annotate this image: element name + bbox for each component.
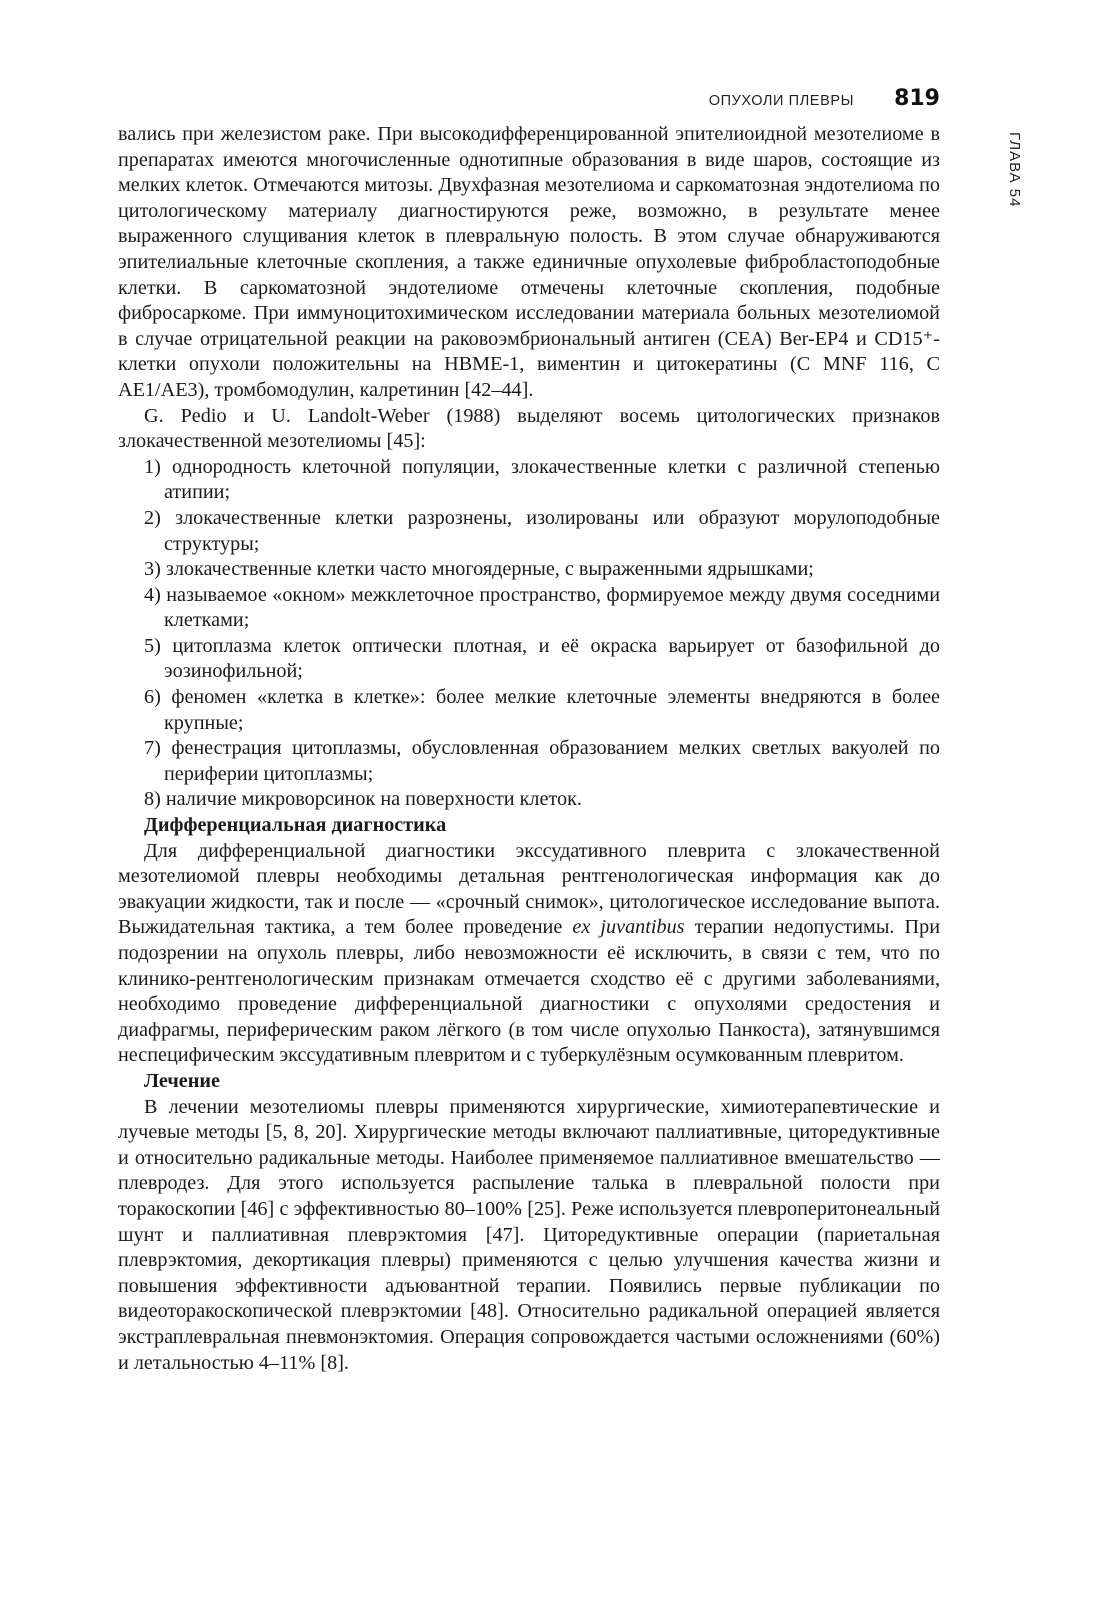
list-item: 3) злокачественные клетки часто многоядерные, с выраженными ядрышками; [144,558,814,581]
list-item: 7) фенестрация цитоплазмы, обусловленная образованием мелких светлых вакуолей по периферии цитоплазмы; [144,737,940,785]
paragraph-continuation: вались при железистом раке. При высокодифференцированной эпителиоидной мезотелиоме в препаратах имеются многочисленные однотипные образования в виде шаров, состоящие из мелких клеток. Отмечаются митозы. Двухфазная мезотелиома и саркоматозная эндотелиома по цитологическому материалу диагностируются реже, возможно, в результате менее выраженного слущивания клеток в плевральную полость. В этом случае обнаруживаются эпителиальные клеточные скопления, а также единичные опухолевые фибробластоподобные клетки. В саркоматозной эндотелиоме отмечены клеточные скопления, подобные фибросаркоме. При иммуноцитохимическом исследовании материала больных мезотелиомой в случае отрицательной реакции на раковоэмбриональный антиген (CEA) Ber-EP4 и CD15⁺-клетки опухоли положительны на HBME-1, виментин и цитокератины (C MNF 116, C AE1/AE3), тромбомодулин, калретинин [42–44]. [118,123,940,401]
criteria-list [118,455,940,813]
page-number: 819 [894,86,940,111]
page-body [118,122,940,1376]
section-heading-differential: Дифференциальная диагностика [144,814,447,837]
running-head [118,86,940,111]
latin-term: ex juvantibus [572,916,685,939]
section-heading-treatment: Лечение [144,1069,220,1092]
paragraph-differential [118,839,940,1069]
paragraph-criteria-intro: G. Pedio и U. Landolt-Weber (1988) выделяют восемь цитологических признаков злокачественной мезотелиомы [45]: [118,404,940,453]
paragraph-text: терапии недопустимы. При подозрении на опухоль плевры, либо невозможности её исключить, в связи с тем, что по клинико-рентгенологическим признакам отмечается сходство её с другими заболеваниями, необходимо проведение дифференциальной диагностики с опухолями средостения и диафрагмы, периферическим раком лёгкого (в том числе опухолью Панкоста), затянувшимся неспецифическим экссудативным плевритом и с туберкулёзным осумкованным плевритом. [118,916,940,1067]
list-item: 4) называемое «окном» межклеточное пространство, формируемое между двумя соседними клетками; [144,583,940,632]
list-item: 5) цитоплазма клеток оптически плотная, и её окраска варьирует от базофильной до эозинофильной; [144,634,940,683]
chapter-tab: ГЛАВА 54 [1006,132,1023,208]
paragraph-treatment: В лечении мезотелиомы плевры применяются хирургические, химиотерапевтические и лучевые методы [5, 8, 20]. Хирургические методы включают паллиативные, циторедуктивные и относительно радикальные методы. Наиболее применяемое паллиативное вмешательство — плевродез. Для этого используется распыление талька в плевральной полости при торакоскопии [46] с эффективностью 80–100% [25]. Реже используется плевроперитонеальный шунт и паллиативная плеврэктомия [47]. Циторедуктивные операции (париетальная плеврэктомия, декортикация плевры) применяются с целью улучшения качества жизни и повышения эффективности адъювантной терапии. Появились первые публикации по видеоторакоскопической плеврэктомии [48]. Относительно радикальной операцией является экстраплевральная пневмонэктомия. Операция сопровождается частыми осложнениями (60%) и летальностью 4–11% [8]. [118,1095,940,1374]
list-item: 8) наличие микроворсинок на поверхности клеток. [144,788,582,811]
list-item: 1) однородность клеточной популяции, злокачественные клетки с различной степенью атипии; [144,455,940,504]
paragraph-text: Для дифференциальной диагностики экссудативного плеврита с злокачественной мезотелиомой плевры необходимы детальная рентгенологическая информация как до эвакуации жидкости, так и после — «срочный снимок», цитологическое исследование выпота. Выжидательная тактика, а тем более проведение [118,839,940,939]
list-item: 6) феномен «клетка в клетке»: более мелкие клеточные элементы внедряются в более крупные; [144,686,940,734]
section-title: ОПУХОЛИ ПЛЕВРЫ [708,93,855,109]
list-item: 2) злокачественные клетки разрознены, изолированы или образуют морулоподобные структуры; [144,506,940,555]
